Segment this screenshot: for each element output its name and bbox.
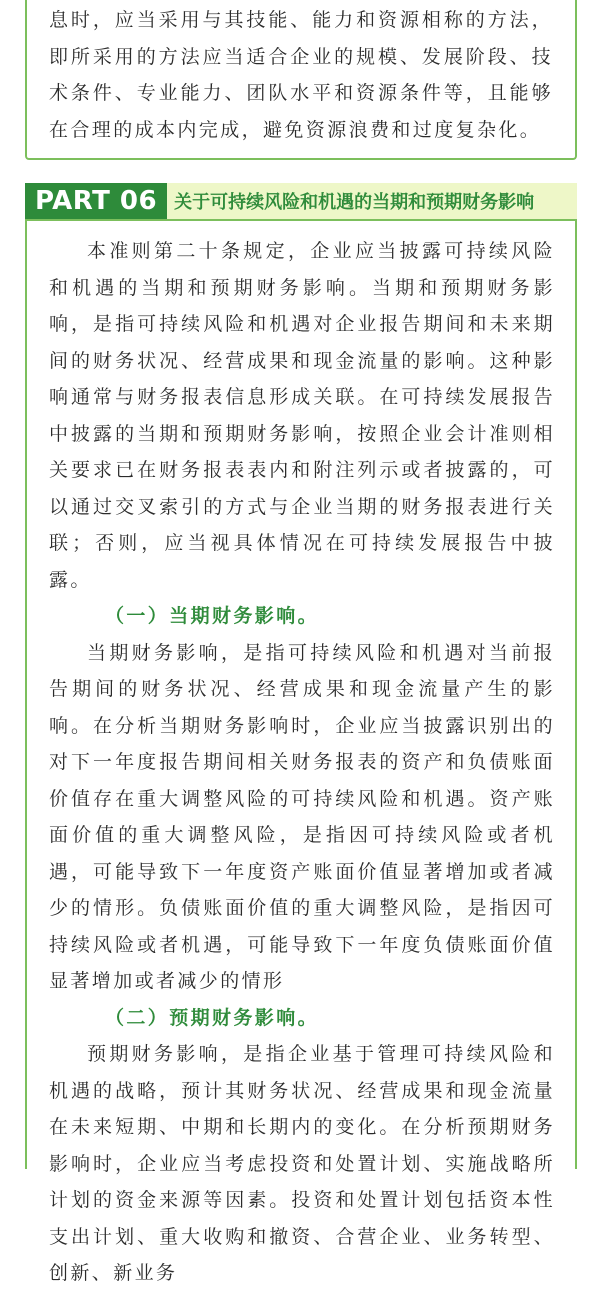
section-content-box — [25, 219, 577, 1284]
subheading-current-impact: （一）当期财务影响。 — [105, 605, 320, 627]
current-impact-paragraph: 当期财务影响，是指可持续风险和机遇对当前报告期间的财务状况、经营成果和现金流量产生的影响。在分析当期财务影响时，企业应当披露识别出的对下一年度报告期间相关财务报表的资产和负债账面价值存在重大调整风险的可持续风险和机遇。资产账面价值的重大调整风险，是指因可持续风险或者机遇，可能导致下一年度资产账面价值显著增加或者减少的情形。负债账面价值的重大调整风险，是指因可持续风险或者机遇，可能导致下一年度负债账面价值显著增加或者减少的情形 — [49, 641, 555, 992]
section-header — [25, 183, 577, 219]
intro-paragraph: 本准则第二十条规定，企业应当披露可持续风险和机遇的当期和预期财务影响。当期和预期财务影响，是指可持续风险和机遇对企业报告期间和未来期间的财务状况、经营成果和现金流量的影响。这种影响通常与财务报表信息形成关联。在可持续发展报告中披露的当期和预期财务影响，按照企业会计准则相关要求已在财务报表表内和附注列示或者披露的，可以通过交叉索引的方式与企业当期的财务报表进行关联；否则，应当视具体情况在可持续发展报告中披露。 — [49, 240, 555, 591]
previous-section-box — [25, 0, 577, 160]
expected-impact-paragraph: 预期财务影响，是指企业基于管理可持续风险和机遇的战略，预计其财务状况、经营成果和现金流量在未来短期、中期和长期内的变化。在分析预期财务影响时，企业应当考虑投资和处置计划、实施战略所计划的资金来源等因素。投资和处置计划包括资本性支出计划、重大收购和撤资、合营企业、业务转型、创新、新业务 — [49, 1043, 555, 1284]
previous-section-paragraph: 息时，应当采用与其技能、能力和资源相称的方法，即所采用的方法应当适合企业的规模、发展阶段、技术条件、专业能力、团队水平和资源条件等，且能够在合理的成本内完成，避免资源浪费和过度复杂化。 — [49, 9, 553, 141]
subheading-expected-impact: （二）预期财务影响。 — [105, 1006, 320, 1029]
section-title: 关于可持续风险和机遇的当期和预期财务影响 — [167, 183, 577, 219]
part-label: PART 06 — [25, 183, 167, 219]
